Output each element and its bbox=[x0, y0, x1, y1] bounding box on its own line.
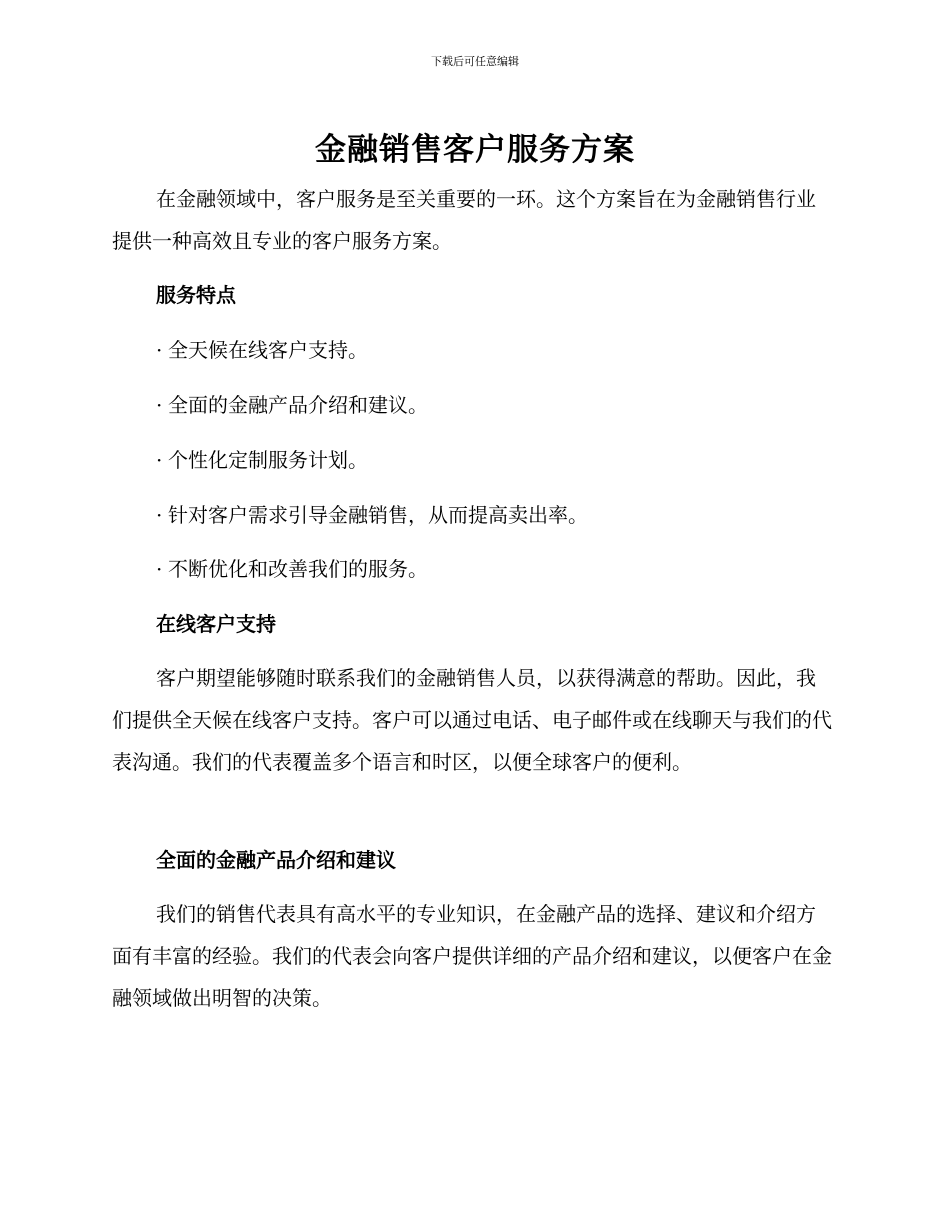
section-heading-features: 服务特点 bbox=[156, 283, 236, 307]
bullet-dot-icon: · bbox=[156, 448, 163, 472]
feature-bullet bbox=[156, 390, 428, 420]
bullet-dot-icon: · bbox=[156, 557, 163, 581]
feature-bullet-text: 全天候在线客户支持。 bbox=[168, 338, 368, 362]
feature-bullet bbox=[156, 500, 588, 530]
product-advice-paragraph: 我们的销售代表具有高水平的专业知识，在金融产品的选择、建议和介绍方面有丰富的经验。我们的代表会向客户提供详细的产品介绍和建议，以便客户在金融领域做出明智的决策。 bbox=[112, 902, 832, 1010]
section-heading-product-advice: 全面的金融产品介绍和建议 bbox=[156, 848, 396, 872]
feature-bullet bbox=[156, 445, 368, 475]
feature-bullet-text: 针对客户需求引导金融销售，从而提高卖出率。 bbox=[168, 503, 588, 527]
feature-bullet-text: 个性化定制服务计划。 bbox=[168, 448, 368, 472]
feature-bullet bbox=[156, 554, 428, 584]
intro-paragraph: 在金融领域中，客户服务是至关重要的一环。这个方案旨在为金融销售行业提供一种高效且专业的客户服务方案。 bbox=[112, 187, 816, 253]
feature-bullet bbox=[156, 335, 368, 365]
bullet-dot-icon: · bbox=[156, 338, 163, 362]
section-heading-online-support: 在线客户支持 bbox=[156, 612, 276, 636]
header-note: 下载后可任意编辑 bbox=[431, 55, 519, 68]
feature-bullet-text: 不断优化和改善我们的服务。 bbox=[168, 557, 428, 581]
feature-bullet-text: 全面的金融产品介绍和建议。 bbox=[168, 393, 428, 417]
bullet-dot-icon: · bbox=[156, 393, 163, 417]
bullet-dot-icon: · bbox=[156, 503, 163, 527]
online-support-paragraph: 客户期望能够随时联系我们的金融销售人员，以获得满意的帮助。因此，我们提供全天候在线客户支持。客户可以通过电话、电子邮件或在线聊天与我们的代表沟通。我们的代表覆盖多个语言和时区，以便全球客户的便利。 bbox=[112, 666, 832, 774]
document-title: 金融销售客户服务方案 bbox=[315, 132, 635, 168]
